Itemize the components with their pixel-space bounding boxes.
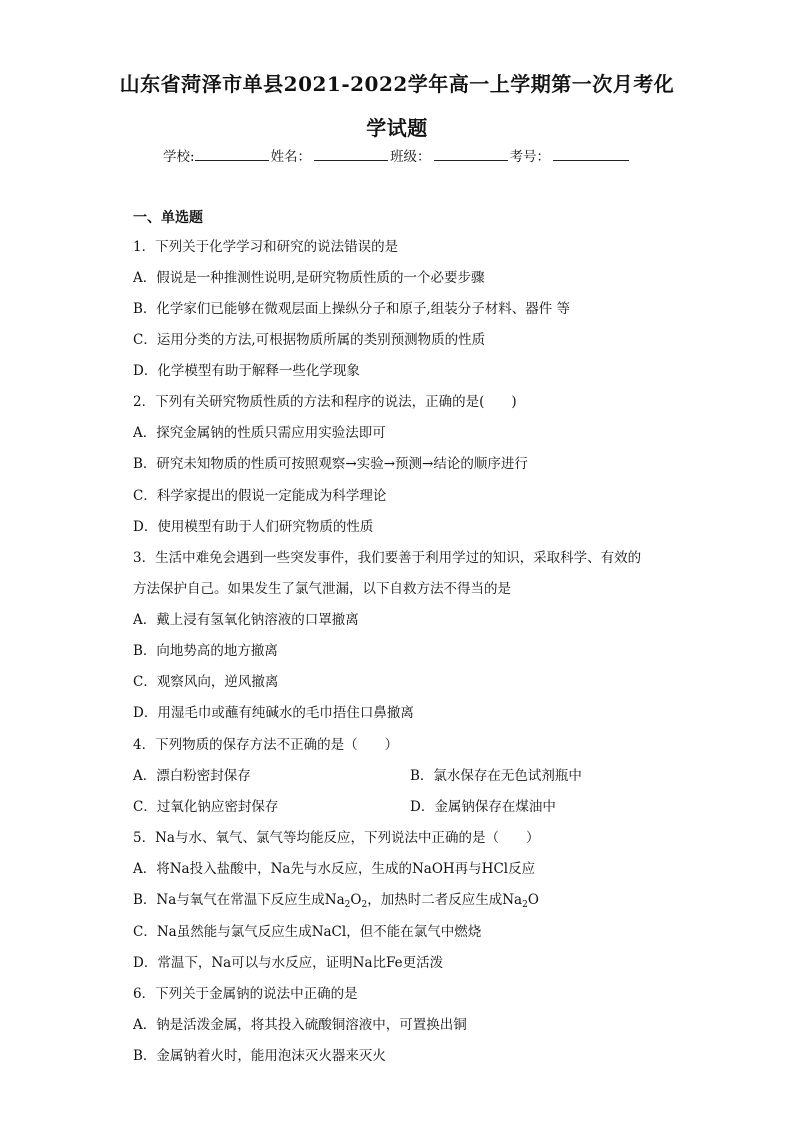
question-5-option-d: D．常温下，Na可以与水反应，证明Na比Fe更活泼 bbox=[133, 955, 444, 971]
question-3-stem-line1: 3．生活中难免会遇到一些突发事件，我们要善于利用学过的知识，采取科学、有效的 bbox=[133, 550, 642, 566]
exam-title-line2: 学试题 bbox=[366, 116, 428, 140]
class-blank bbox=[434, 146, 508, 161]
question-1-option-d: D．化学模型有助于解释一些化学现象 bbox=[133, 363, 360, 379]
student-info-row bbox=[163, 145, 631, 165]
question-4-option-b: B．氯水保存在无色试剂瓶中 bbox=[410, 768, 582, 784]
question-6-stem: 6．下列关于金属钠的说法中正确的是 bbox=[133, 986, 358, 1002]
question-5-option-b-text: O bbox=[350, 892, 362, 908]
question-4-option-d: D．金属钠保存在煤油中 bbox=[410, 799, 556, 815]
question-5-stem: 5．Na与水、氧气、氯气等均能反应，下列说法中正确的是（ ） bbox=[133, 830, 540, 846]
subscript: 2 bbox=[522, 900, 528, 910]
question-2-option-b: B．研究未知物质的性质可按照观察→实验→预测→结论的顺序进行 bbox=[133, 456, 528, 472]
section-heading: 一、单选题 bbox=[133, 210, 203, 226]
question-6-option-a: A．钠是活泼金属，将其投入硫酸铜溶液中，可置换出铜 bbox=[133, 1017, 467, 1033]
question-4-option-a: A．漂白粉密封保存 bbox=[133, 768, 251, 784]
question-3-option-a: A．戴上浸有氢氧化钠溶液的口罩撤离 bbox=[133, 612, 359, 628]
question-1-option-b: B．化学家们已能够在微观层面上操纵分子和原子,组装分子材料、器件 等 bbox=[133, 301, 571, 317]
question-5-option-b-text: ，加热时二者反应生成Na bbox=[367, 892, 523, 908]
question-5-option-a: A．将Na投入盐酸中，Na先与水反应，生成的NaOH再与HCl反应 bbox=[133, 861, 536, 877]
question-1-option-c: C．运用分类的方法,可根据物质所属的类别预测物质的性质 bbox=[133, 332, 486, 348]
number-label: 考号： bbox=[509, 149, 551, 165]
class-label: 班级： bbox=[390, 149, 431, 165]
question-5-option-b-text: O bbox=[527, 892, 539, 908]
question-3-option-c: C．观察风向，逆风撤离 bbox=[133, 674, 279, 690]
name-label: 姓名： bbox=[270, 149, 312, 165]
question-4-stem: 4．下列物质的保存方法不正确的是（ ） bbox=[133, 737, 399, 753]
name-blank bbox=[314, 146, 388, 161]
question-2-option-a: A．探究金属钠的性质只需应用实验法即可 bbox=[133, 425, 386, 441]
question-3-stem-line2: 方法保护自己。如果发生了氯气泄漏，以下自救方法不得当的是 bbox=[133, 581, 511, 597]
subscript: 2 bbox=[344, 900, 351, 910]
question-2-stem: 2．下列有关研究物质性质的方法和程序的说法，正确的是( ) bbox=[133, 394, 517, 410]
question-3-option-b: B．向地势高的地方撤离 bbox=[133, 643, 278, 659]
question-5-option-b bbox=[133, 888, 539, 910]
question-6-option-b: B．金属钠着火时，能用泡沫灭火器来灭火 bbox=[133, 1048, 386, 1064]
question-5-option-c: C．Na虽然能与氯气反应生成NaCl，但不能在氯气中燃烧 bbox=[133, 924, 482, 940]
subscript: 2 bbox=[361, 900, 368, 910]
question-4-option-c: C．过氧化钠应密封保存 bbox=[133, 799, 279, 815]
question-5-option-b-text: B．Na与氧气在常温下反应生成Na bbox=[133, 892, 345, 908]
question-1-option-a: A．假说是一种推测性说明,是研究物质性质的一个必要步骤 bbox=[133, 270, 485, 286]
question-2-option-d: D．使用模型有助于人们研究物质的性质 bbox=[133, 519, 374, 535]
school-label: 学校: bbox=[163, 149, 195, 165]
question-3-option-d: D．用湿毛巾或蘸有纯碱水的毛巾捂住口鼻撤离 bbox=[133, 705, 414, 721]
number-blank bbox=[553, 146, 629, 161]
question-1-stem: 1．下列关于化学学习和研究的说法错误的是 bbox=[133, 239, 399, 255]
exam-title-line1: 山东省菏泽市单县2021-2022学年高一上学期第一次月考化 bbox=[119, 72, 675, 96]
school-blank bbox=[195, 146, 269, 161]
question-2-option-c: C．科学家提出的假说一定能成为科学理论 bbox=[133, 488, 387, 504]
